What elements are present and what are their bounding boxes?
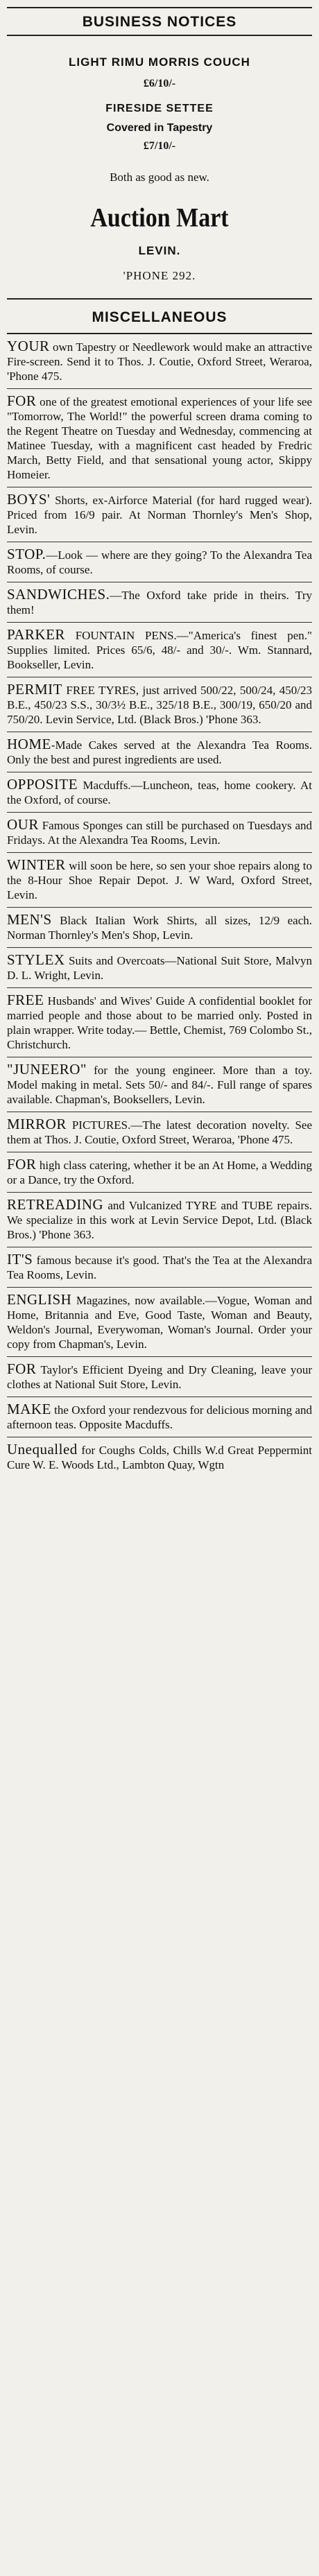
classified-ad — [7, 623, 312, 677]
classified-ad — [7, 1397, 312, 1437]
ad-lead: MEN'S — [7, 911, 52, 928]
ad-body: one of the greatest emotional experiences of your life see "Tomorrow, The World!" the powerful screen drama coming to the Regent Theatre on Tuesday and Wednesday, commencing at Matinee Tuesday, with a magnificent cast headed by Fredric March, Betty Field, and that sensational young actor, Skippy Homeier. — [7, 395, 312, 481]
ad-lead: PERMIT — [7, 681, 63, 698]
ad-lead: "JUNEERO" — [7, 1061, 87, 1078]
ad-lead: Unequalled — [7, 1441, 78, 1458]
classified-ad — [7, 908, 312, 948]
classified-ad — [7, 1247, 312, 1288]
ad-lead: STYLEX — [7, 951, 65, 968]
ad-body: Macduffs.—Luncheon, teas, home cookery. At the Oxford, of course. — [7, 779, 312, 806]
classified-ads-list — [7, 334, 312, 1477]
ad-body: the Oxford your rendezvous for delicious morning and afternoon teas. Opposite Macduffs. — [7, 1403, 312, 1431]
business-notices-heading: BUSINESS NOTICES — [82, 14, 237, 30]
classified-ad — [7, 1057, 312, 1112]
ad-body: FOUNTAIN PENS.—"America's finest pen." Supplies limited. Prices 65/6, 48/- and 30/-. Wm. Stannard, Bookseller, Levin. — [7, 629, 312, 671]
ad-body: high class catering, whether it be an At Home, a Wedding or a Dance, try the Oxford. — [7, 1159, 312, 1186]
classified-ad — [7, 948, 312, 988]
ad-lead: MAKE — [7, 1401, 51, 1417]
ad-lead: WINTER — [7, 856, 66, 873]
ad-body: will soon be here, so sen your shoe repairs along to the 8-Hour Shoe Repair Depot. J. W Ward, Oxford Street, Levin. — [7, 859, 312, 901]
classified-ad — [7, 334, 312, 389]
ad-lead: OUR — [7, 816, 39, 833]
ad-body: own Tapestry or Needlework would make an attractive Fire-screen. Send it to Thos. J. Coutie, Oxford Street, Weraroa, 'Phone 475. — [7, 340, 312, 383]
classified-ad — [7, 772, 312, 813]
ad-body: FREE TYRES, just arrived 500/22, 500/24, 450/23 B.E., 450/23 S.S., 30/3½ B.E., 325/18 B.E., 300/19, 650/20 and 750/20. Levin Service, Ltd. (Black Bros.) 'Phone 363. — [7, 684, 312, 726]
classified-ad — [7, 1193, 312, 1247]
divider — [7, 298, 312, 300]
ad-body: —The Oxford take pride in theirs. Try them! — [7, 589, 312, 616]
ad-lead: PARKER — [7, 626, 65, 643]
ad-body: famous because it's good. That's the Tea at the Alexandra Tea Rooms, Levin. — [7, 1254, 312, 1281]
ad-lead: OPPOSITE — [7, 776, 78, 793]
ad-lead: MIRROR — [7, 1116, 67, 1132]
ad-lead: FREE — [7, 992, 44, 1008]
ad-lead: RETREADING — [7, 1196, 104, 1213]
ad-body: Taylor's Efficient Dyeing and Dry Cleaning, leave your clothes at National Suit Store, Levin. — [7, 1363, 312, 1391]
notice-line: LEVIN. — [138, 244, 181, 257]
ad-lead: BOYS' — [7, 491, 51, 508]
classified-ad — [7, 542, 312, 582]
ad-lead: STOP. — [7, 546, 46, 562]
ad-lead: HOME — [7, 736, 51, 752]
classified-ad — [7, 487, 312, 542]
classified-ad — [7, 677, 312, 732]
classified-ad — [7, 582, 312, 623]
ad-body: Magazines, now available.—Vogue, Woman and Home, Britannia and Eve, Good Taste, Woman and Beauty, Weldon's Journal, Everywoman, Woman's Journal. Order your copy from Chapman's, Levin. — [7, 1294, 312, 1351]
classified-ad — [7, 813, 312, 853]
classified-ad — [7, 853, 312, 908]
top-rule — [7, 0, 312, 8]
notice-title: Auction Mart — [90, 203, 229, 233]
ad-body: for the young engineer. More than a toy. Model making in metal. Sets 50/- and 84/-. Full range of spares available. Chapman's, Booksellers, Levin. — [7, 1064, 312, 1106]
notice-line: Both as good as new. — [110, 171, 209, 184]
notice-line: FIRESIDE SETTEE — [105, 103, 214, 114]
classified-ad — [7, 1437, 312, 1477]
ad-lead: SANDWICHES. — [7, 586, 110, 603]
ad-body: Suits and Overcoats—National Suit Store, Malvyn D. L. Wright, Levin. — [7, 954, 312, 982]
classified-ad — [7, 732, 312, 772]
ad-body: Famous Sponges can still be purchased on Tuesdays and Fridays. At the Alexandra Tea Rooms, Levin. — [7, 819, 312, 847]
notice-line: LIGHT RIMU MORRIS COUCH — [69, 55, 250, 69]
classified-ad — [7, 1357, 312, 1397]
notice-line: £6/10/- — [143, 78, 176, 89]
ad-body: Husbands' and Wives' Guide A confidential booklet for married people and those about to be married only. Posted in plain wrapper. Write today.— Bettle, Chemist, 769 Colombo St., Christchurch. — [7, 994, 312, 1051]
classified-ad — [7, 1112, 312, 1152]
ad-body: Black Italian Work Shirts, all sizes, 12/9 each. Norman Thornley's Men's Shop, Levin. — [7, 914, 312, 942]
ad-body: PICTURES.—The latest decoration novelty. See them at Thos. J. Coutie, Oxford Street, Weraroa, 'Phone 475. — [7, 1118, 312, 1146]
ad-body: —Look — where are they going? To the Alexandra Tea Rooms, of course. — [7, 548, 312, 576]
ad-lead: IT'S — [7, 1251, 33, 1268]
notice-line: Covered in Tapestry — [106, 122, 213, 134]
ad-body: Shorts, ex-Airforce Material (for hard rugged wear). Priced from 16/9 pair. At Norman Thornley's Men's Shop, Levin. — [7, 494, 312, 536]
ad-body: and Vulcanized TYRE and TUBE repairs. We specialize in this work at Levin Service Depot, Ltd. (Black Bros.) 'Phone 363. — [7, 1199, 312, 1241]
classified-ad — [7, 988, 312, 1057]
classified-ad — [7, 1152, 312, 1193]
classified-ad — [7, 1288, 312, 1357]
ad-lead: FOR — [7, 1156, 37, 1173]
ad-lead: YOUR — [7, 338, 50, 354]
miscellaneous-heading: MISCELLANEOUS — [92, 309, 227, 325]
ad-lead: ENGLISH — [7, 1291, 72, 1308]
auction-mart-notice — [7, 36, 312, 298]
ad-lead: FOR — [7, 1360, 37, 1377]
classified-ad — [7, 389, 312, 487]
notice-line: £7/10/- — [143, 140, 176, 152]
notice-phone: 'PHONE 292. — [123, 269, 196, 282]
ad-lead: FOR — [7, 392, 37, 409]
ad-body: for Coughs Colds, Chills W.d Great Peppermint Cure W. E. Woods Ltd., Lambton Quay, Wgtn — [7, 1444, 312, 1471]
ad-body: -Made Cakes served at the Alexandra Tea Rooms. Only the best and purest ingredients are used. — [7, 738, 312, 766]
